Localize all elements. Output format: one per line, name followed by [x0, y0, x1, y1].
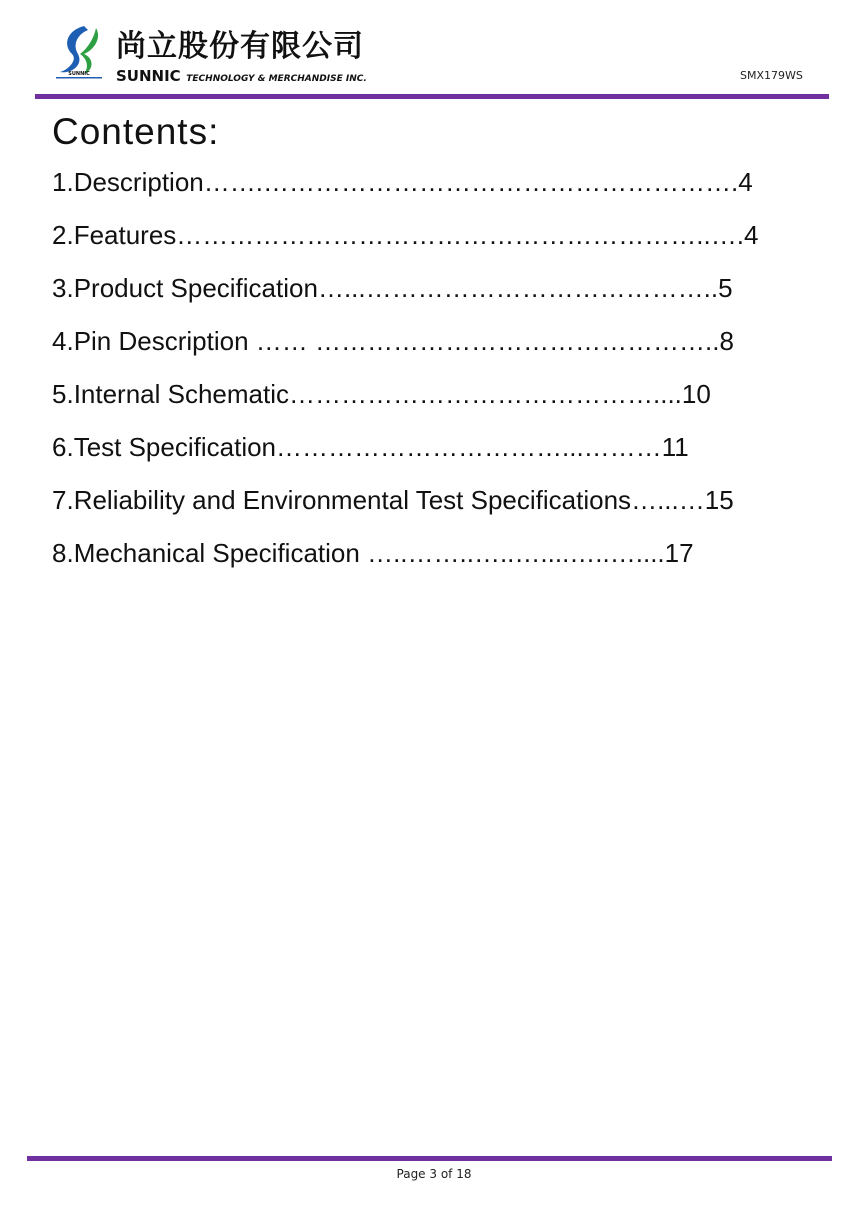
toc-number: 3.: [52, 273, 74, 303]
toc-page: 4: [738, 167, 753, 197]
sunnic-logo-icon: [54, 24, 104, 82]
toc-item: [52, 165, 753, 199]
toc-page: 11: [661, 432, 689, 462]
toc-item: [52, 483, 734, 517]
toc-leader: ……………………………………………………..….: [176, 220, 744, 250]
toc-label: Pin Description: [73, 326, 249, 356]
company-name-cn: 尚立股份有限公司: [116, 29, 364, 64]
toc-item: [52, 377, 711, 411]
toc-leader: …...…………………………………..: [317, 273, 719, 303]
footer-rule: [27, 1156, 832, 1161]
toc-label: Reliability and Environmental Test Specifications: [73, 485, 632, 515]
toc-label: Test Specification: [73, 432, 277, 462]
toc-page: 10: [681, 379, 711, 409]
document-code: SMX179WS: [740, 69, 803, 82]
toc-number: 4.: [52, 326, 74, 356]
logo-caption: SUNNIC: [68, 71, 90, 77]
toc-number: 2.: [52, 220, 74, 250]
page-number: Page 3 of 18: [396, 1167, 472, 1181]
toc-item: [52, 430, 689, 464]
toc-item: [52, 536, 694, 570]
toc-leader: ……………………………………....: [289, 379, 682, 409]
toc-leader: …...…: [631, 485, 705, 515]
toc-number: 7.: [52, 485, 74, 515]
toc-label: Features: [73, 220, 177, 250]
toc-item: [52, 218, 758, 252]
company-name-en-rest: TECHNOLOGY & MERCHANDISE INC.: [186, 74, 367, 84]
toc-item: [52, 271, 733, 305]
toc-page: 5: [718, 273, 733, 303]
toc-label: Internal Schematic: [73, 379, 290, 409]
toc-number: 8.: [52, 538, 74, 568]
toc-leader: …..……..…..…....…..…....: [359, 538, 665, 568]
toc-label: Product Specification: [73, 273, 318, 303]
toc-number: 5.: [52, 379, 74, 409]
company-name-en-main: SUNNIC: [116, 67, 181, 85]
header-rule: [35, 94, 829, 99]
toc-number: 6.: [52, 432, 74, 462]
toc-leader: …… ………………………………………..: [248, 326, 720, 356]
toc-page: 4: [743, 220, 759, 250]
toc-page: 8: [719, 326, 734, 356]
toc-label: Description: [73, 167, 204, 197]
toc-page: 15: [704, 485, 734, 515]
toc-label: Mechanical Specification: [73, 538, 360, 568]
toc-page: 17: [664, 538, 694, 568]
contents-title: Contents:: [52, 111, 220, 152]
toc-leader: …….……………………………………………….: [203, 167, 739, 197]
toc-leader: ……………………………...………: [276, 432, 662, 462]
toc-number: 1.: [52, 167, 74, 197]
company-name-en: [116, 66, 367, 85]
toc-item: [52, 324, 734, 358]
